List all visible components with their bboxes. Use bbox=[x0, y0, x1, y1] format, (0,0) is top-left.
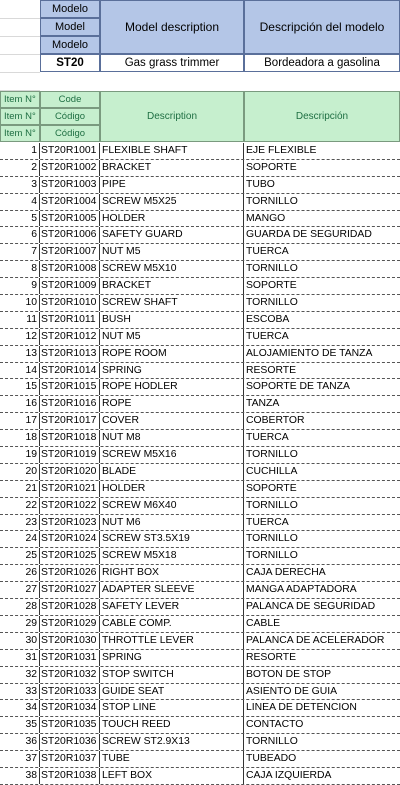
description-es-cell: RESORTE bbox=[246, 651, 297, 663]
description-es-cell: TUERCA bbox=[246, 432, 289, 444]
table-row bbox=[0, 447, 400, 464]
table-row bbox=[0, 751, 400, 768]
model-label: Model bbox=[40, 18, 100, 36]
description-es-cell: MANGA ADAPTADORA bbox=[246, 584, 357, 596]
table-row bbox=[0, 346, 400, 363]
code-cell: ST20R1004 bbox=[40, 194, 100, 210]
table-row bbox=[0, 244, 400, 261]
description-es-cell: TORNILLO bbox=[246, 449, 298, 461]
description-es-cell: LINEA DE DETENCION bbox=[246, 702, 357, 714]
description-es-cell: TUERCA bbox=[246, 330, 289, 342]
code-cell: ST20R1032 bbox=[40, 667, 100, 683]
item-number-cell: 20 bbox=[0, 464, 40, 480]
description-es-cell: PALANCA DE SEGURIDAD bbox=[246, 601, 376, 613]
item-number-cell: 23 bbox=[0, 515, 40, 531]
description-en-cell: FLEXIBLE SHAFT bbox=[100, 143, 244, 159]
item-number-cell: 29 bbox=[0, 616, 40, 632]
item-number-cell: 16 bbox=[0, 396, 40, 412]
item-number-cell: 25 bbox=[0, 548, 40, 564]
description-en-cell: SCREW SHAFT bbox=[100, 295, 244, 311]
table-row bbox=[0, 177, 400, 194]
description-es-cell: GUARDA DE SEGURIDAD bbox=[246, 229, 372, 241]
description-en-cell: TOUCH REED bbox=[100, 717, 244, 733]
model-label: Modelo bbox=[40, 36, 100, 54]
table-row bbox=[0, 261, 400, 278]
description-en-cell: NUT M8 bbox=[100, 430, 244, 446]
table-row bbox=[0, 481, 400, 498]
code-cell: ST20R1031 bbox=[40, 650, 100, 666]
item-number-cell: 2 bbox=[0, 160, 40, 176]
code-header: Código bbox=[40, 125, 100, 142]
code-cell: ST20R1018 bbox=[40, 430, 100, 446]
code-cell: ST20R1028 bbox=[40, 599, 100, 615]
description-es-cell: TUBEADO bbox=[246, 753, 297, 765]
item-number-cell: 33 bbox=[0, 684, 40, 700]
item-number-cell: 12 bbox=[0, 329, 40, 345]
description-es-cell: SOPORTE DE TANZA bbox=[246, 381, 350, 393]
table-row bbox=[0, 160, 400, 177]
item-number-cell: 38 bbox=[0, 768, 40, 784]
code-cell: ST20R1006 bbox=[40, 227, 100, 243]
description-en-cell: ROPE ROOM bbox=[100, 346, 244, 362]
description-es-cell: TORNILLO bbox=[246, 533, 298, 545]
description-en-cell: SCREW M5X16 bbox=[100, 447, 244, 463]
table-row bbox=[0, 633, 400, 650]
description-en-cell: LEFT BOX bbox=[100, 768, 244, 784]
description-en-cell: BRACKET bbox=[100, 160, 244, 176]
item-number-cell: 6 bbox=[0, 227, 40, 243]
description-es-cell: CAJA DERECHA bbox=[246, 567, 326, 579]
description-en-cell: STOP SWITCH bbox=[100, 667, 244, 683]
model-label: Modelo bbox=[40, 0, 100, 18]
table-row bbox=[0, 616, 400, 633]
description-en-cell: ROPE HODLER bbox=[100, 379, 244, 395]
description-header-en: Description bbox=[100, 91, 244, 142]
code-cell: ST20R1008 bbox=[40, 261, 100, 277]
item-number-cell: 31 bbox=[0, 650, 40, 666]
code-cell: ST20R1034 bbox=[40, 700, 100, 716]
table-row bbox=[0, 667, 400, 684]
description-es-cell: SOPORTE bbox=[246, 161, 297, 173]
description-en-cell: GUIDE SEAT bbox=[100, 684, 244, 700]
item-number-cell: 27 bbox=[0, 582, 40, 598]
table-row bbox=[0, 227, 400, 244]
item-number-cell: 30 bbox=[0, 633, 40, 649]
code-header: Code bbox=[40, 91, 100, 108]
description-en-cell: BUSH bbox=[100, 312, 244, 328]
table-row bbox=[0, 565, 400, 582]
table-row bbox=[0, 734, 400, 751]
table-row bbox=[0, 329, 400, 346]
code-cell: ST20R1014 bbox=[40, 363, 100, 379]
code-cell: ST20R1003 bbox=[40, 177, 100, 193]
code-cell: ST20R1029 bbox=[40, 616, 100, 632]
description-en-cell: NUT M5 bbox=[100, 329, 244, 345]
description-en-cell: STOP LINE bbox=[100, 700, 244, 716]
description-en-cell: SCREW M5X25 bbox=[100, 194, 244, 210]
code-cell: ST20R1021 bbox=[40, 481, 100, 497]
code-cell: ST20R1013 bbox=[40, 346, 100, 362]
description-en-cell: PIPE bbox=[100, 177, 244, 193]
description-en-cell: HOLDER bbox=[100, 481, 244, 497]
table-row bbox=[0, 211, 400, 228]
description-es-cell: MANGO bbox=[246, 212, 286, 224]
item-number-cell: 5 bbox=[0, 211, 40, 227]
item-number-cell: 10 bbox=[0, 295, 40, 311]
code-cell: ST20R1001 bbox=[40, 143, 100, 159]
item-number-cell: 11 bbox=[0, 312, 40, 328]
item-number-cell: 8 bbox=[0, 261, 40, 277]
model-description-header-en: Model description bbox=[100, 0, 244, 54]
table-row bbox=[0, 498, 400, 515]
model-value: ST20 bbox=[40, 54, 100, 72]
code-cell: ST20R1024 bbox=[40, 531, 100, 547]
model-description-header-es: Descripción del modelo bbox=[244, 0, 400, 54]
table-row bbox=[0, 464, 400, 481]
table-row bbox=[0, 650, 400, 667]
code-cell: ST20R1026 bbox=[40, 565, 100, 581]
code-cell: ST20R1015 bbox=[40, 379, 100, 395]
table-row bbox=[0, 396, 400, 413]
description-es-cell: BOTON DE STOP bbox=[246, 668, 332, 680]
table-row bbox=[0, 582, 400, 599]
table-row bbox=[0, 413, 400, 430]
item-number-cell: 13 bbox=[0, 346, 40, 362]
item-number-cell: 17 bbox=[0, 413, 40, 429]
description-es-cell: CUCHILLA bbox=[246, 465, 298, 477]
code-cell: ST20R1002 bbox=[40, 160, 100, 176]
description-es-cell: CABLE bbox=[246, 617, 281, 629]
table-row bbox=[0, 295, 400, 312]
description-en-cell: ROPE bbox=[100, 396, 244, 412]
description-es-cell: TUBO bbox=[246, 178, 275, 190]
code-cell: ST20R1020 bbox=[40, 464, 100, 480]
item-number-cell: 4 bbox=[0, 194, 40, 210]
code-cell: ST20R1017 bbox=[40, 413, 100, 429]
code-cell: ST20R1011 bbox=[40, 312, 100, 328]
code-cell: ST20R1005 bbox=[40, 211, 100, 227]
description-en-cell: SCREW ST3.5X19 bbox=[100, 531, 244, 547]
description-es-cell: ASIENTO DE GUIA bbox=[246, 685, 338, 697]
table-row bbox=[0, 548, 400, 565]
code-cell: ST20R1033 bbox=[40, 684, 100, 700]
item-number-cell: 18 bbox=[0, 430, 40, 446]
code-cell: ST20R1016 bbox=[40, 396, 100, 412]
description-en-cell: SCREW ST2.9X13 bbox=[100, 734, 244, 750]
item-number-cell: 35 bbox=[0, 717, 40, 733]
description-en-cell: SCREW M5X10 bbox=[100, 261, 244, 277]
item-number-cell: 28 bbox=[0, 599, 40, 615]
description-en-cell: SAFETY GUARD bbox=[100, 227, 244, 243]
description-es-cell: CAJA IZQUIERDA bbox=[246, 769, 332, 781]
item-number-header: Item N° bbox=[0, 125, 40, 142]
description-es-cell: RESORTE bbox=[246, 364, 297, 376]
item-number-cell: 3 bbox=[0, 177, 40, 193]
description-es-cell: CONTACTO bbox=[246, 719, 304, 731]
description-es-cell: ESCOBA bbox=[246, 313, 290, 325]
code-cell: ST20R1025 bbox=[40, 548, 100, 564]
code-cell: ST20R1022 bbox=[40, 498, 100, 514]
product-description-en: Gas grass trimmer bbox=[100, 54, 244, 72]
table-row bbox=[0, 531, 400, 548]
table-row bbox=[0, 194, 400, 211]
item-number-cell: 34 bbox=[0, 700, 40, 716]
code-cell: ST20R1027 bbox=[40, 582, 100, 598]
table-row bbox=[0, 363, 400, 380]
description-es-cell: TUERCA bbox=[246, 516, 289, 528]
table-row bbox=[0, 700, 400, 717]
description-es-cell: TORNILLO bbox=[246, 499, 298, 511]
item-number-cell: 9 bbox=[0, 278, 40, 294]
item-number-cell: 7 bbox=[0, 244, 40, 260]
description-en-cell: THROTTLE LEVER bbox=[100, 633, 244, 649]
item-number-cell: 1 bbox=[0, 143, 40, 159]
code-cell: ST20R1038 bbox=[40, 768, 100, 784]
description-header-es: Descripción bbox=[244, 91, 400, 142]
item-number-cell: 21 bbox=[0, 481, 40, 497]
table-row bbox=[0, 599, 400, 616]
description-es-cell: PALANCA DE ACELERADOR bbox=[246, 634, 385, 646]
item-number-cell: 15 bbox=[0, 379, 40, 395]
code-cell: ST20R1037 bbox=[40, 751, 100, 767]
code-cell: ST20R1023 bbox=[40, 515, 100, 531]
description-es-cell: TUERCA bbox=[246, 246, 289, 258]
item-number-cell: 26 bbox=[0, 565, 40, 581]
table-row bbox=[0, 684, 400, 701]
description-en-cell: NUT M6 bbox=[100, 515, 244, 531]
description-es-cell: TORNILLO bbox=[246, 195, 298, 207]
description-en-cell: BLADE bbox=[100, 464, 244, 480]
model-header-block bbox=[40, 0, 400, 72]
table-row bbox=[0, 143, 400, 160]
description-en-cell: TUBE bbox=[100, 751, 244, 767]
description-es-cell: TORNILLO bbox=[246, 263, 298, 275]
item-number-cell: 32 bbox=[0, 667, 40, 683]
description-es-cell: TORNILLO bbox=[246, 297, 298, 309]
table-row bbox=[0, 312, 400, 329]
description-en-cell: SCREW M6X40 bbox=[100, 498, 244, 514]
description-es-cell: EJE FLEXIBLE bbox=[246, 145, 317, 156]
item-number-cell: 36 bbox=[0, 734, 40, 750]
description-en-cell: ADAPTER SLEEVE bbox=[100, 582, 244, 598]
item-number-cell: 22 bbox=[0, 498, 40, 514]
description-es-cell: ALOJAMIENTO DE TANZA bbox=[246, 347, 373, 359]
code-cell: ST20R1009 bbox=[40, 278, 100, 294]
description-es-cell: TORNILLO bbox=[246, 736, 298, 748]
code-cell: ST20R1035 bbox=[40, 717, 100, 733]
item-number-header: Item N° bbox=[0, 108, 40, 125]
table-row bbox=[0, 379, 400, 396]
table-row bbox=[0, 278, 400, 295]
description-es-cell: SOPORTE bbox=[246, 482, 297, 494]
code-cell: ST20R1010 bbox=[40, 295, 100, 311]
code-cell: ST20R1007 bbox=[40, 244, 100, 260]
description-en-cell: SPRING bbox=[100, 650, 244, 666]
description-en-cell: HOLDER bbox=[100, 211, 244, 227]
description-en-cell: SCREW M5X18 bbox=[100, 548, 244, 564]
description-en-cell: BRACKET bbox=[100, 278, 244, 294]
description-en-cell: SPRING bbox=[100, 363, 244, 379]
item-number-header: Item N° bbox=[0, 91, 40, 108]
code-cell: ST20R1030 bbox=[40, 633, 100, 649]
description-en-cell: RIGHT BOX bbox=[100, 565, 244, 581]
table-row bbox=[0, 430, 400, 447]
parts-table-body bbox=[0, 143, 400, 785]
description-en-cell: SAFETY LEVER bbox=[100, 599, 244, 615]
description-en-cell: COVER bbox=[100, 413, 244, 429]
description-es-cell: SOPORTE bbox=[246, 280, 297, 292]
table-row bbox=[0, 515, 400, 532]
description-es-cell: TANZA bbox=[246, 398, 280, 410]
description-es-cell: TORNILLO bbox=[246, 550, 298, 562]
item-number-cell: 19 bbox=[0, 447, 40, 463]
row-gutter bbox=[0, 0, 40, 90]
code-cell: ST20R1019 bbox=[40, 447, 100, 463]
item-number-cell: 14 bbox=[0, 363, 40, 379]
item-number-cell: 37 bbox=[0, 751, 40, 767]
table-row bbox=[0, 717, 400, 734]
item-number-cell: 24 bbox=[0, 531, 40, 547]
description-en-cell: NUT M5 bbox=[100, 244, 244, 260]
description-en-cell: CABLE COMP. bbox=[100, 616, 244, 632]
code-header: Código bbox=[40, 108, 100, 125]
description-es-cell: COBERTOR bbox=[246, 415, 305, 427]
code-cell: ST20R1012 bbox=[40, 329, 100, 345]
product-description-es: Bordeadora a gasolina bbox=[244, 54, 400, 72]
code-cell: ST20R1036 bbox=[40, 734, 100, 750]
table-row bbox=[0, 768, 400, 785]
